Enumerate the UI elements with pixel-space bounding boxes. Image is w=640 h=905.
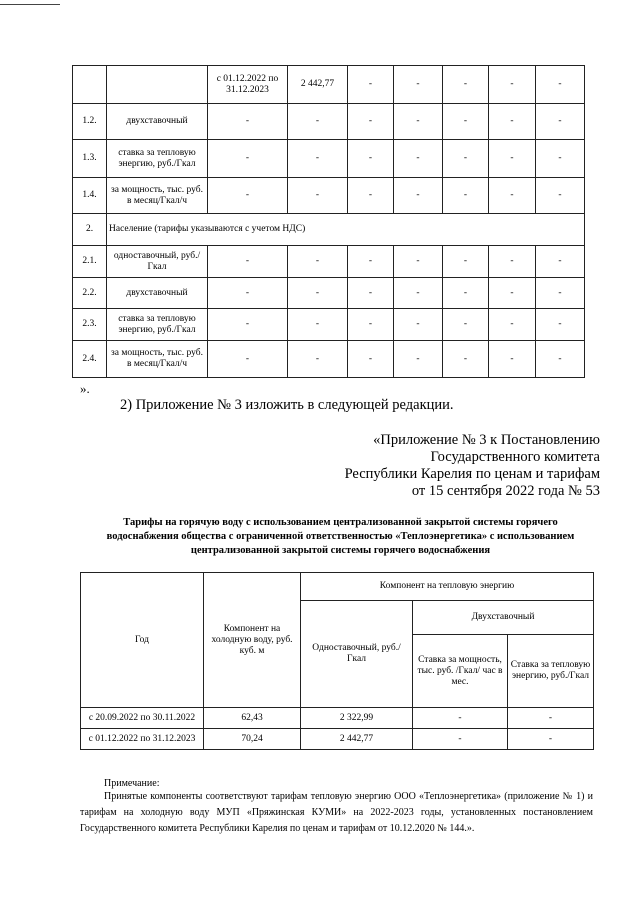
dash-cell: - [394,104,443,140]
dash-cell: - [394,278,443,309]
dash-cell: - [348,178,394,214]
row-label: ставка за тепловую энергию, руб./Гкал [107,309,208,341]
section-row: 2. Население (тарифы указываются с учетом НДС) [73,214,585,246]
dash-cell: - [208,178,288,214]
dash-cell: - [208,140,288,178]
dash-cell: - [489,246,536,278]
note-text: Принятые компоненты соответствуют тарифам тепловую энергию ООО «Теплоэнергетика» (приложение № 1) и тарифам на холодную воду МУП «Пряжинская КУМИ» на 2022-2023 годы, установленных постановлением Государственного комитета Республики Карелия по ценам и тарифам от 10.12.2020 № 144.». [80,791,593,834]
table-row [73,341,585,378]
single-cell: 2 322,99 [301,708,413,729]
dash-cell: - [288,278,348,309]
dash-cell: - [443,66,489,104]
table-row [73,178,585,214]
row-label: одноставочный, руб./Гкал [107,246,208,278]
dash-cell: - [443,178,489,214]
hot-water-tariff-table: Год Компонент на холодную воду, руб. куб. м Компонент на тепловую энергию Одноставочный, руб./Гкал Двухставочный Ставка за мощность, тыс. руб. /Гкал/ час в мес. Ставка за тепловую энергию, руб./Гкал с 20.09.2022 по 30.11.2022 62,43 2 322,99 - - с 01.12.2022 по 31.12.2023 70,24 2 442,77 - - [80,572,594,750]
divider [0,4,60,5]
row-label: ставка за тепловую энергию, руб./Гкал [107,140,208,178]
dash-cell: - [288,341,348,378]
dash-cell: - [443,104,489,140]
row-label: за мощность, тыс. руб. в месяц/Гкал/ч [107,178,208,214]
dash-cell: - [489,178,536,214]
dash-cell: - [288,309,348,341]
row-number: 2.1. [73,246,107,278]
dash-cell: - [443,309,489,341]
table-row [81,729,594,750]
cold-cell: 62,43 [204,708,301,729]
dash-cell: - [208,309,288,341]
dash-cell: - [536,178,585,214]
energy-cell: - [508,729,594,750]
dash-cell: - [288,140,348,178]
dash-cell: - [348,246,394,278]
table-row [73,246,585,278]
dash-cell: - [536,104,585,140]
row-label: двухставочный [107,104,208,140]
dash-cell: - [288,104,348,140]
row-label: двухставочный [107,278,208,309]
note-title: Примечание: [104,778,160,789]
dash-cell: - [443,246,489,278]
dash-cell: - [489,341,536,378]
row-number: 2.2. [73,278,107,309]
appendix-reference: «Приложение № 3 к Постановлению Государственного комитета Республики Карелия по ценам и тарифам от 15 сентября 2022 года № 53 [344,432,600,499]
dash-cell: - [489,309,536,341]
power-cell: - [413,729,508,750]
table-row [73,278,585,309]
row-number: 2.4. [73,341,107,378]
dash-cell: - [489,66,536,104]
table-row [81,708,594,729]
dash-cell: - [394,178,443,214]
table-row [73,66,585,104]
dash-cell: - [536,140,585,178]
dash-cell: - [536,246,585,278]
row-number: 2.3. [73,309,107,341]
dash-cell: - [536,66,585,104]
row-number: 1.4. [73,178,107,214]
dash-cell: - [536,309,585,341]
dash-cell: - [288,178,348,214]
table-row [73,140,585,178]
dash-cell: - [394,246,443,278]
row-label: за мощность, тыс. руб. в месяц/Гкал/ч [107,341,208,378]
dash-cell: - [348,278,394,309]
dash-cell: - [536,278,585,309]
dash-cell: - [443,140,489,178]
dash-cell: - [348,104,394,140]
period-cell: с 01.12.2022 по 31.12.2023 [208,66,288,104]
dash-cell: - [536,341,585,378]
single-cell: 2 442,77 [301,729,413,750]
dash-cell: - [394,341,443,378]
dash-cell: - [394,66,443,104]
dash-cell: - [443,278,489,309]
year-cell: с 20.09.2022 по 30.11.2022 [81,708,204,729]
power-cell: - [413,708,508,729]
cold-cell: 70,24 [204,729,301,750]
year-cell: с 01.12.2022 по 31.12.2023 [81,729,204,750]
closing-quote: ». [80,381,90,396]
dash-cell: - [489,140,536,178]
tariff-table-continued [72,65,585,378]
energy-cell: - [508,708,594,729]
dash-cell: - [208,246,288,278]
dash-cell: - [208,341,288,378]
dash-cell: - [288,246,348,278]
row-number: 1.2. [73,104,107,140]
row-number: 1.3. [73,140,107,178]
item-2: 2) Приложение № 3 изложить в следующей редакции. [120,397,454,413]
dash-cell: - [348,66,394,104]
dash-cell: - [348,341,394,378]
dash-cell: - [394,140,443,178]
dash-cell: - [489,278,536,309]
dash-cell: - [489,104,536,140]
dash-cell: - [348,140,394,178]
dash-cell: - [208,278,288,309]
table-row [73,104,585,140]
dash-cell: - [208,104,288,140]
dash-cell: - [394,309,443,341]
table-row [73,309,585,341]
dash-cell: - [348,309,394,341]
value-cell: 2 442,77 [288,66,348,104]
dash-cell: - [443,341,489,378]
table-title: Тарифы на горячую воду с использованием централизованной закрытой системы горячего водоснабжения общества с ограниченной ответственностью «Теплоэнергетика» с использованием централизованной закрытой системы горячего водоснабжения [106,517,575,556]
